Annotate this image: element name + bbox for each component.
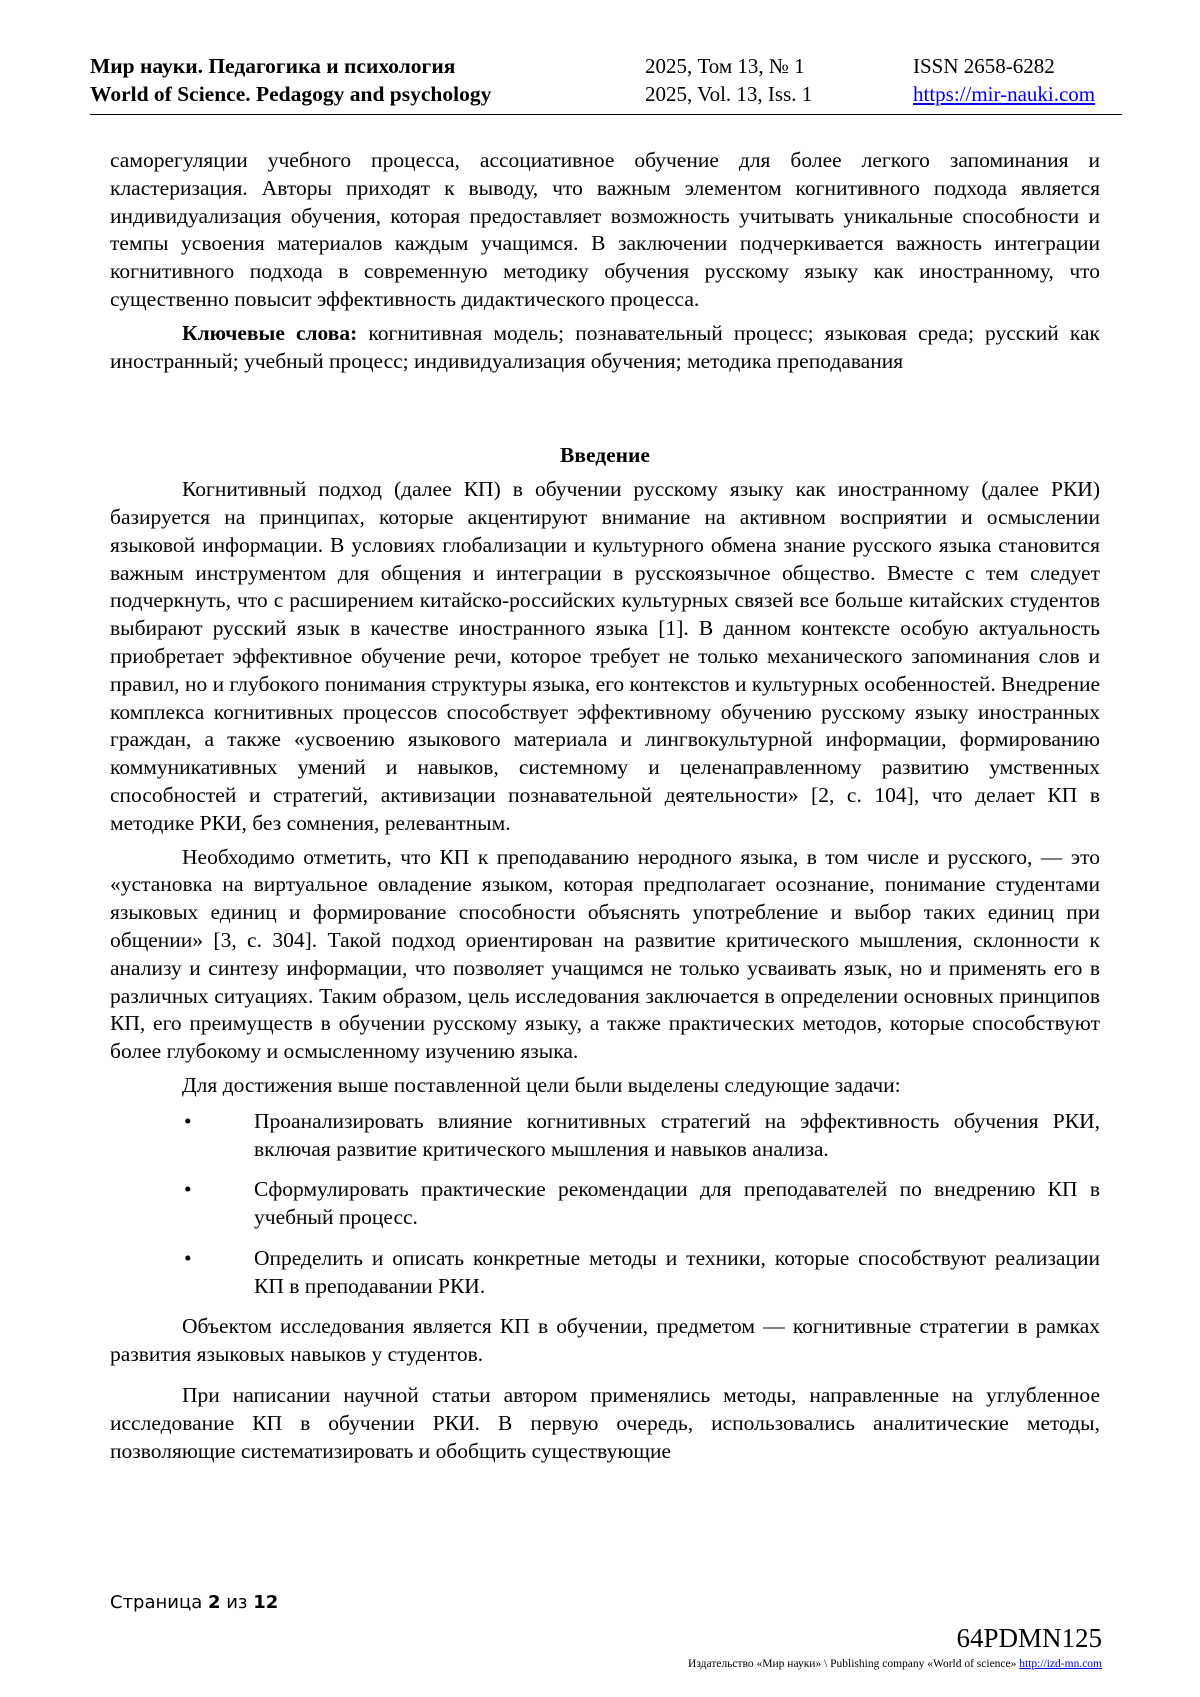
abstract-continuation: саморегуляции учебного процесса, ассоциативное обучение для более легкого запоминания и кластеризация. Авторы приходят к выводу, что важным элементом когнитивного подхода является индивидуализация обучения, которая предоставляет возможность учитывать уникальные способности и темпы усвоения материалов каждым учащимся. В заключении подчеркивается важность интеграции когнитивного подхода в современную методику обучения русскому языку как иностранному, что существенно повысит эффективность дидактического процесса. bbox=[110, 148, 1100, 311]
methods-paragraph: При написании научной статьи автором применялись методы, направленные на углубленное исследование КП в обучении РКИ. В первую очередь, использовались аналитические методы, позволяющие систематизировать и обобщить существующие bbox=[110, 1383, 1100, 1463]
keywords-text: когнитивная модель; познавательный процесс; языковая среда; русский как иностранный; учебный процесс; индивидуализация обучения; методика преподавания bbox=[110, 320, 1100, 373]
intro-paragraph-2: Необходимо отметить, что КП к преподаванию неродного языка, в том числе и русского, — это «установка на виртуальное овладение языком, которая предполагает осознание, понимание студентами языковых единиц и формирование способности объяснять употребление и выбор таких единиц при общении» [3, с. 304]. Такой подход ориентирован на развитие критического мышления, склонности к анализу и синтезу информации, что позволяет учащимся не только усваивать язык, но и применять его в различных ситуациях. Таким образом, цель исследования заключается в определении основных принципов КП, его преимуществ в обучении русскому языку, а также практических методов, которые способствуют более глубокому и осмысленному изучению языка. bbox=[110, 844, 1100, 1064]
article-body bbox=[110, 147, 1100, 1465]
journal-title-en: World of Science. Pedagogy and psychology bbox=[90, 82, 492, 106]
page-of: из bbox=[220, 1592, 254, 1613]
list-item bbox=[110, 1176, 1100, 1232]
journal-title-block bbox=[90, 52, 491, 108]
section-heading: Введение bbox=[560, 443, 650, 468]
journal-url-link[interactable]: https://mir-nauki.com bbox=[913, 82, 1096, 106]
intro-paragraph-1: Когнитивный подход (далее КП) в обучении русскому языку как иностранному (далее РКИ) базируется на принципах, которые акцентируют внимание на активном восприятии и осмыслении языковой информации. В условиях глобализации и культурного обмена знание русского языка становится важным инструментом для общения и интеграции в русскоязычное общество. Вместе с тем следует подчеркнуть, что с расширением китайско-российских культурных связей все больше китайских студентов выбирают русский язык в качестве иностранного языка [1]. В данном контексте особую актуальность приобретает эффективное обучение речи, которое требует не только механического запоминания слов и правил, но и глубокого понимания структуры языка, его контекстов и культурных особенностей. Внедрение комплекса когнитивных процессов способствует эффективному обучению русскому языку иностранных граждан, а также «усвоению языкового материала и лингвокультурной информации, формированию коммуникативных умений и навыков, системному и целенаправленному развитию умственных способностей и стратегий, активизации познавательной деятельности» [2, с. 104], что делает КП в методике РКИ, без сомнения, релевантным. bbox=[110, 477, 1100, 835]
issue-en: 2025, Vol. 13, Iss. 1 bbox=[645, 82, 813, 106]
article-code: 64PDMN125 bbox=[956, 1623, 1102, 1653]
keywords bbox=[110, 320, 1100, 376]
task-text: Проанализировать влияние когнитивных стратегий на эффективность обучения РКИ, включая развитие критического мышления и навыков анализа. bbox=[254, 1108, 1100, 1161]
issn: ISSN 2658-6282 bbox=[913, 54, 1055, 78]
issue-block bbox=[645, 52, 812, 108]
page-number bbox=[110, 1592, 278, 1613]
tasks-intro: Для достижения выше поставленной цели были выделены следующие задачи: bbox=[182, 1072, 901, 1097]
publisher-line bbox=[688, 1658, 1102, 1670]
object-paragraph: Объектом исследования является КП в обучении, предметом — когнитивные стратегии в рамках развития языковых навыков у студентов. bbox=[110, 1314, 1100, 1367]
bullet-icon: • bbox=[184, 1177, 192, 1202]
tasks-list bbox=[110, 1108, 1100, 1301]
page-total: 12 bbox=[253, 1592, 279, 1613]
page-word: Страница bbox=[110, 1592, 208, 1613]
list-item bbox=[110, 1108, 1100, 1164]
issn-block bbox=[913, 52, 1095, 108]
publisher-url-link[interactable]: http://izd-mn.com bbox=[1019, 1658, 1102, 1670]
bullet-icon: • bbox=[184, 1245, 192, 1270]
task-text: Сформулировать практические рекомендации для преподавателей по внедрению КП в учебный процесс. bbox=[254, 1177, 1100, 1230]
publisher-text: Издательство «Мир науки» \ Publishing company «World of science» bbox=[688, 1658, 1020, 1670]
list-item bbox=[110, 1245, 1100, 1301]
journal-header bbox=[90, 52, 1122, 115]
keywords-label: Ключевые слова: bbox=[182, 320, 358, 345]
bullet-icon: • bbox=[184, 1108, 192, 1133]
issue-ru: 2025, Том 13, № 1 bbox=[645, 54, 805, 78]
journal-title-ru: Мир науки. Педагогика и психология bbox=[90, 54, 456, 78]
page-current: 2 bbox=[207, 1592, 221, 1613]
task-text: Определить и описать конкретные методы и техники, которые способствуют реализации КП в преподавании РКИ. bbox=[254, 1245, 1100, 1298]
